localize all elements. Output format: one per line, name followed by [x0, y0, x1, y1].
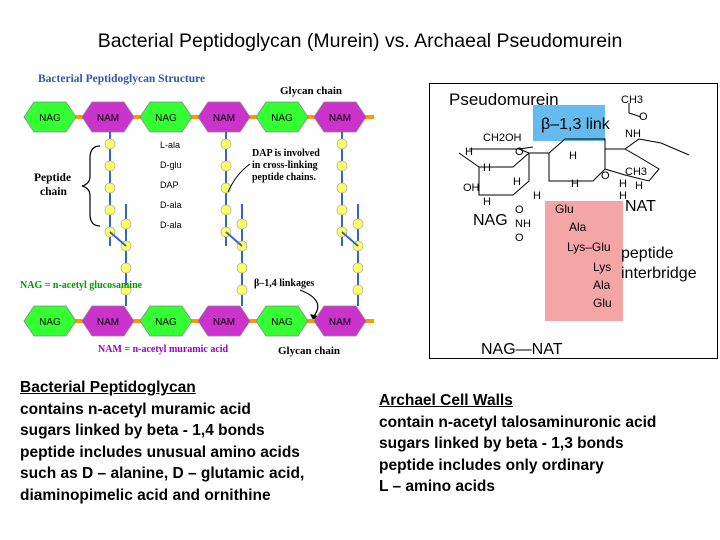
bottom-sugar-nag — [256, 306, 308, 336]
bottom-sugar-nam — [314, 306, 366, 336]
bottom-sugar-nag — [140, 306, 192, 336]
nam-legend: NAM = n-acetyl muramic acid — [98, 344, 229, 355]
pseudomurein-heading: Pseudomurein — [449, 90, 559, 109]
beta-link-label: β–1,3 link — [541, 116, 610, 133]
amino-acid-node — [353, 285, 363, 295]
amino-acid-label: L-ala — [160, 140, 181, 150]
nag-label: NAG — [473, 212, 508, 229]
archaeal-caption-line: sugars linked by beta - 1,3 bonds — [379, 435, 624, 452]
peptide-residue: Glu — [555, 202, 574, 216]
bottom-sugar-nam — [198, 306, 250, 336]
amino-acid-node — [353, 263, 363, 273]
top-sugar-nag — [256, 102, 308, 132]
cross-link — [110, 232, 126, 246]
peptide-residue: Glu — [593, 296, 612, 310]
glycan-chain-label-top: Glycan chain — [280, 85, 343, 97]
dap-note-2: in cross-linking — [252, 160, 318, 171]
chem-label: CH2OH — [483, 132, 522, 144]
peptide-column-lower — [342, 204, 363, 306]
top-sugar-nam — [82, 102, 134, 132]
sugar-label: NAG — [271, 113, 293, 124]
top-sugar-nag — [24, 102, 76, 132]
glycan-chain-label-bottom: Glycan chain — [278, 345, 341, 357]
chem-label: H — [571, 178, 579, 190]
amino-acid-label: D-ala — [160, 220, 182, 230]
bacterial-peptidoglycan-figure — [14, 64, 414, 360]
chem-label: O — [639, 111, 648, 123]
chem-label: H — [483, 162, 491, 174]
bacterial-caption-line: sugars linked by beta - 1,4 bonds — [20, 422, 265, 439]
amino-acid-node — [237, 285, 247, 295]
cross-link — [342, 232, 358, 246]
amino-acid-node — [237, 219, 247, 229]
bottom-sugar-nag — [24, 306, 76, 336]
sugar-label: NAG — [271, 317, 293, 328]
archaeal-caption — [379, 390, 656, 498]
sugar-label: NAG — [39, 317, 61, 328]
peptide-chain-label-2: chain — [40, 186, 67, 198]
bacterial-caption-line: peptide includes unusual amino acids — [20, 443, 300, 461]
peptide-column — [337, 132, 347, 246]
amino-acid-node — [221, 161, 231, 171]
chem-label: O — [515, 232, 524, 244]
archaeal-caption-line: L – amino acids — [379, 478, 496, 495]
linkage-arrow — [300, 290, 318, 316]
chem-label: NH — [515, 218, 531, 230]
amino-acid-node — [105, 183, 115, 193]
amino-acid-node — [105, 161, 115, 171]
sugar-label: NAM — [96, 317, 120, 328]
nag-nat-footer: NAG—NAT — [481, 341, 563, 358]
top-sugar-nam — [314, 102, 366, 132]
peptide-chain-brace — [82, 146, 100, 226]
sugar-label: NAM — [212, 113, 236, 124]
chem-label: H — [619, 190, 627, 202]
peptide-columns — [105, 132, 363, 306]
bottom-sugar-nam — [82, 306, 134, 336]
top-sugar-nag — [140, 102, 192, 132]
peptide-chain-label-1: Peptide — [34, 172, 72, 184]
amino-acid-label: DAP — [160, 180, 179, 190]
cross-link — [226, 232, 242, 246]
sugar-label: NAG — [155, 113, 177, 124]
peptide-residue: Ala — [593, 278, 611, 292]
peptide-residue: Lys–Glu — [567, 240, 611, 254]
dap-note-1: DAP is involved — [252, 148, 320, 159]
amino-acid-node — [221, 205, 231, 215]
peptide-column — [105, 132, 115, 246]
amino-acid-labels — [160, 140, 182, 230]
chem-label: H — [513, 176, 521, 188]
amino-acid-label: D-ala — [160, 200, 182, 210]
chem-label: H — [533, 190, 541, 202]
chem-label: H — [635, 180, 643, 192]
amino-acid-node — [105, 139, 115, 149]
dap-note-3: peptide chains. — [252, 172, 316, 183]
top-sugar-nam — [198, 102, 250, 132]
linkage-label: β–1,4 linkages — [254, 278, 315, 289]
bacterial-caption — [20, 377, 304, 506]
sugar-label: NAM — [328, 317, 352, 328]
sugar-label: NAM — [212, 317, 236, 328]
nat-label: NAT — [625, 198, 656, 215]
slide-title: Bacterial Peptidoglycan (Murein) vs. Archaeal Pseudomurein — [97, 30, 623, 52]
amino-acid-node — [121, 263, 131, 273]
amino-acid-node — [353, 219, 363, 229]
archaeal-pseudomurein-figure — [429, 83, 718, 359]
amino-acid-node — [105, 205, 115, 215]
chem-label: O — [601, 170, 610, 182]
sugar-label: NAM — [328, 113, 352, 124]
chem-label: CH3 — [621, 94, 644, 106]
chem-label: CH3 — [625, 166, 648, 178]
amino-acid-node — [221, 139, 231, 149]
amino-acid-node — [337, 205, 347, 215]
chem-label: O — [515, 146, 524, 158]
amino-acid-node — [121, 219, 131, 229]
archaeal-caption-heading: Archael Cell Walls — [379, 392, 513, 409]
nag-legend: NAG = n-acetyl glucosamine — [20, 280, 143, 291]
dap-note-pointer — [228, 164, 250, 192]
amino-acid-node — [337, 139, 347, 149]
chem-label: H — [569, 150, 577, 162]
sugar-label: NAG — [39, 113, 61, 124]
peptide-residue: Lys — [593, 260, 612, 274]
amino-acid-label: D-glu — [160, 160, 182, 170]
bacterial-caption-line: such as D – alanine, D – glutamic acid, — [20, 465, 305, 482]
interbridge-label-1: peptide — [621, 245, 674, 262]
bacterial-caption-line: contains n-acetyl muramic acid — [20, 400, 251, 418]
chem-label: O — [515, 204, 524, 216]
archaeal-caption-line: peptide includes only ordinary — [379, 456, 604, 474]
peptide-residue: Ala — [569, 220, 587, 234]
chem-label: H — [465, 146, 473, 158]
archaeal-caption-line: contain n-acetyl talosaminuronic acid — [379, 413, 657, 431]
chem-label: NH — [625, 128, 641, 140]
peptide-column-lower — [226, 204, 247, 306]
chem-label: H — [483, 196, 491, 208]
chem-label: H — [619, 178, 627, 190]
chem-label: OH — [463, 182, 480, 194]
amino-acid-node — [337, 183, 347, 193]
interbridge-label-2: interbridge — [621, 265, 697, 282]
amino-acid-node — [237, 263, 247, 273]
sugar-label: NAG — [155, 317, 177, 328]
bacterial-caption-heading: Bacterial Peptidoglycan — [20, 379, 196, 396]
sugar-label: NAM — [96, 113, 120, 124]
amino-acid-node — [337, 161, 347, 171]
bacterial-caption-line: diaminopimelic acid and ornithine — [20, 486, 271, 504]
bacterial-figure-heading: Bacterial Peptidoglycan Structure — [38, 73, 206, 85]
